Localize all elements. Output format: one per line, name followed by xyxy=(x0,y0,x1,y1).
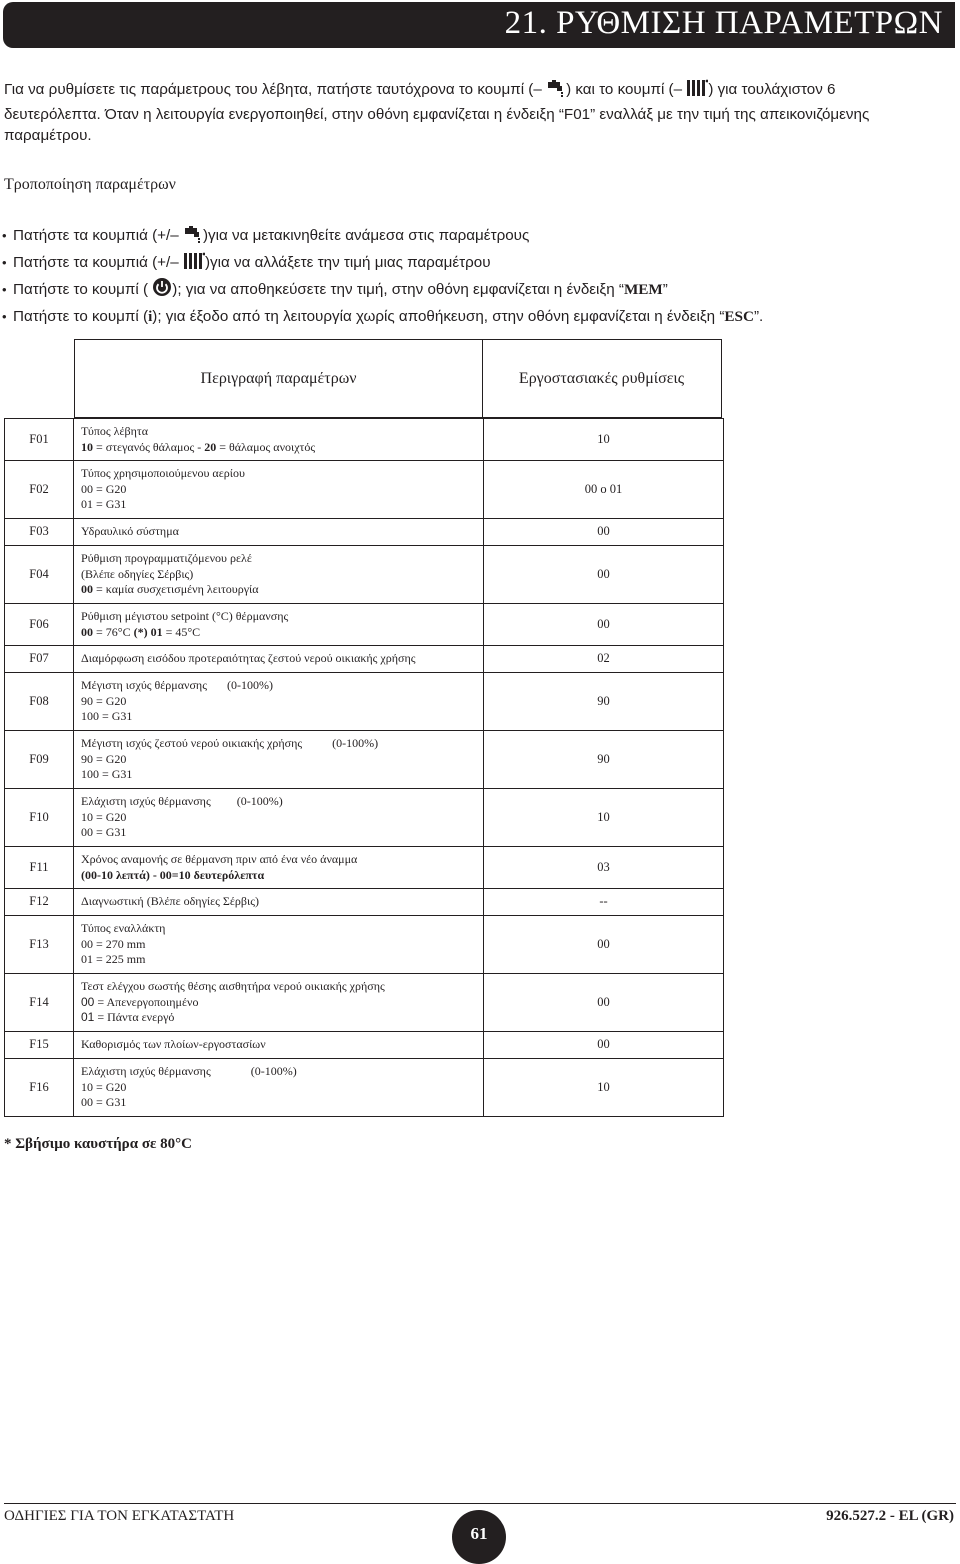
desc-line: 01 = 225 mm xyxy=(81,952,146,967)
desc-line: Χρόνος αναμονής σε θέρμανση πριν από ένα νέο άναμμα xyxy=(81,851,358,866)
desc-line: 01 = G31 xyxy=(81,497,127,512)
table-row xyxy=(5,646,724,673)
param-description: Υδραυλικό σύστημα xyxy=(74,519,484,546)
tap-icon xyxy=(183,226,203,251)
list-item xyxy=(2,224,952,251)
intro-text: Για να ρυθμίσετε τις παράμετρους του λέβητα, πατήστε ταυτόχρονα το κουμπί ( xyxy=(4,81,534,98)
header-bar xyxy=(3,2,955,48)
item-text-3: ”. xyxy=(753,307,764,325)
range-text: (0-100%) xyxy=(250,1063,297,1078)
desc-text: Ελάχιστη ισχύς θέρμανσης xyxy=(81,793,211,808)
item-text: Πατήστε το κουμπί ( xyxy=(13,307,149,325)
desc-line xyxy=(81,736,483,752)
option-code: 00 xyxy=(81,582,93,597)
desc-line: Τεστ ελέγχου σωστής θέσης αισθητήρα νερού οικιακής χρήσης xyxy=(81,978,385,993)
table-header xyxy=(74,339,723,418)
instruction-list xyxy=(2,224,952,328)
desc-line: Ρύθμιση μέγιστου setpoint (°C) θέρμανσης xyxy=(81,608,289,623)
radiator-icon xyxy=(686,79,708,104)
param-description xyxy=(74,916,484,974)
param-code: F03 xyxy=(5,519,74,546)
desc-text: Ελάχιστη ισχύς θέρμανσης xyxy=(81,1063,211,1078)
plus-minus-label: +/– xyxy=(157,253,179,271)
power-icon xyxy=(152,277,172,305)
param-description xyxy=(74,789,484,847)
desc-line: Ρύθμιση προγραμματιζόμενου ρελέ xyxy=(81,550,252,565)
item-text-2: )για να αλλάξετε την τιμή μιας παραμέτρου xyxy=(204,253,491,271)
factory-value: 00 xyxy=(484,1032,724,1059)
desc-line: 10 = G20 xyxy=(81,809,127,824)
table-row xyxy=(5,789,724,847)
table-row xyxy=(5,1032,724,1059)
factory-value: 00 xyxy=(484,974,724,1032)
plus-minus-label: +/– xyxy=(157,227,179,244)
table-row xyxy=(5,419,724,461)
intro-line-3: παραμέτρου. xyxy=(4,127,92,144)
desc-line: 00 = G31 xyxy=(81,1095,127,1110)
desc-line: Τύπος εναλλάκτη xyxy=(81,920,166,935)
param-code: F16 xyxy=(5,1059,74,1117)
factory-value: 00 xyxy=(484,916,724,974)
option-code: 20 xyxy=(204,439,217,454)
option-code: (*) 01 xyxy=(133,624,163,639)
section-title: Τροποποίηση παραμέτρων xyxy=(4,176,176,193)
desc-line: 00 = G31 xyxy=(81,825,127,840)
param-description xyxy=(74,546,484,604)
desc-line: 00 = 270 mm xyxy=(81,936,146,951)
desc-line: Τύπος χρησιμοποιούμενου αερίου xyxy=(81,465,245,480)
desc-text: Μέγιστη ισχύς ζεστού νερού οικιακής χρήσης xyxy=(81,735,303,750)
item-text: Πατήστε τα κουμπιά ( xyxy=(13,227,158,244)
param-code: F02 xyxy=(5,461,74,519)
table-row xyxy=(5,847,724,889)
factory-value: 00 xyxy=(484,546,724,604)
factory-value: 00 xyxy=(484,604,724,646)
desc-line: (Βλέπε οδηγίες Σέρβις) xyxy=(81,566,194,581)
desc-line: Τύπος λέβητα xyxy=(81,423,148,438)
param-code: F11 xyxy=(5,847,74,889)
item-text-2: )για να μετακινηθείτε ανάμεσα στις παραμέτρους xyxy=(202,227,530,244)
param-description xyxy=(74,1059,484,1117)
param-code: F07 xyxy=(5,646,74,673)
intro-line-2: δευτερόλεπτα. Όταν η λειτουργία ενεργοποιηθεί, στην οθόνη εμφανίζεται η ένδειξη “F01” εναλλάξ με την τιμή της απεικονιζόμενης xyxy=(4,105,870,123)
desc-line: 100 = G31 xyxy=(81,767,133,782)
table-row xyxy=(5,519,724,546)
footer-section-label: ΟΔΗΓΙΕΣ ΓΙΑ ΤΟΝ ΕΓΚΑΤΑΣΤΑΤΗ xyxy=(4,1508,235,1524)
option-code: 00 xyxy=(81,624,93,639)
desc-line xyxy=(81,440,483,456)
desc-line: 100 = G31 xyxy=(81,709,133,724)
desc-line xyxy=(81,1010,483,1026)
param-description xyxy=(74,604,484,646)
param-description: Διαγνωστική (Βλέπε οδηγίες Σέρβις) xyxy=(74,889,484,916)
table-row xyxy=(5,673,724,731)
option-text: = 76°C xyxy=(93,624,134,639)
list-item xyxy=(2,305,952,329)
param-description: Διαμόρφωση εισόδου προτεραιότητας ζεστού νερού οικιακής χρήσης xyxy=(74,646,484,673)
footer-divider xyxy=(4,1503,956,1504)
desc-line: 90 = G20 xyxy=(81,693,127,708)
factory-value: -- xyxy=(484,889,724,916)
table-row xyxy=(5,974,724,1032)
param-code: F01 xyxy=(5,419,74,461)
param-description xyxy=(74,847,484,889)
param-description: Καθορισμός των πλοίων-εργοστασίων xyxy=(74,1032,484,1059)
param-code: F14 xyxy=(5,974,74,1032)
page-number: 61 xyxy=(452,1510,506,1564)
option-text: = θάλαμος ανοιχτός xyxy=(216,439,316,454)
bullet-icon: • xyxy=(2,228,7,243)
desc-line: 00 = G20 xyxy=(81,481,127,496)
option-text: = Πάντα ενεργό xyxy=(94,1010,175,1025)
intro-text-2: ) και το κουμπί ( xyxy=(566,81,674,98)
range-text: (0-100%) xyxy=(236,793,283,808)
range-text: (0-100%) xyxy=(332,735,379,750)
item-text: Πατήστε το κουμπί ( xyxy=(13,281,149,298)
column-header-description: Περιγραφή παραμέτρων xyxy=(74,339,483,418)
param-code: F13 xyxy=(5,916,74,974)
param-code: F08 xyxy=(5,673,74,731)
intro-text-3: ) για τουλάχιστον 6 xyxy=(708,81,836,98)
table-row xyxy=(5,1059,724,1117)
option-code: 00 xyxy=(81,994,95,1009)
page-title: 21. ΡΥΘΜΙΣΗ ΠΑΡΑΜΕΤΡΩΝ xyxy=(504,5,943,41)
desc-line: 90 = G20 xyxy=(81,751,127,766)
param-code: F15 xyxy=(5,1032,74,1059)
factory-value: 90 xyxy=(484,673,724,731)
column-header-factory: Εργοστασιακές ρυθμίσεις xyxy=(482,339,722,418)
option-code: 10 xyxy=(81,439,93,454)
desc-line xyxy=(81,868,483,884)
footnote: * Σβήσιμο καυστήρα σε 80°C xyxy=(4,1136,192,1152)
item-text-2: ); για να αποθηκεύσετε την τιμή, στην οθόνη εμφανίζεται η ένδειξη “ xyxy=(172,281,624,298)
desc-text: Μέγιστη ισχύς θέρμανσης xyxy=(81,677,207,692)
param-description xyxy=(74,673,484,731)
factory-value: 00 xyxy=(484,519,724,546)
desc-line xyxy=(81,582,483,598)
param-code: F04 xyxy=(5,546,74,604)
desc-line xyxy=(81,794,483,810)
desc-line xyxy=(81,995,483,1011)
param-code: F10 xyxy=(5,789,74,847)
param-description xyxy=(74,461,484,519)
factory-value: 10 xyxy=(484,419,724,461)
desc-line xyxy=(81,678,483,694)
param-code: F12 xyxy=(5,889,74,916)
table-row xyxy=(5,546,724,604)
param-description xyxy=(74,974,484,1032)
intro-paragraph xyxy=(4,79,954,147)
item-text-2: ); για έξοδο από τη λειτουργία χωρίς αποθήκευση, στην οθόνη εμφανίζεται η ένδειξη “ xyxy=(152,307,725,325)
item-text: Πατήστε τα κουμπιά ( xyxy=(13,253,158,271)
range-text: (0-100%) xyxy=(226,677,273,692)
radiator-icon xyxy=(183,252,205,278)
option-text: = Απενεργοποιημένο xyxy=(94,994,199,1009)
option-code: (00-10 λεπτά) - 00=10 δευτερόλεπτα xyxy=(81,867,265,882)
bullet-icon: • xyxy=(2,282,7,297)
item-text-3: ” xyxy=(662,281,668,298)
bullet-icon: • xyxy=(2,308,7,324)
factory-value: 03 xyxy=(484,847,724,889)
intro-minus-2: – xyxy=(673,81,683,98)
option-text: = 45°C xyxy=(162,624,201,639)
factory-value: 00 o 01 xyxy=(484,461,724,519)
param-description xyxy=(74,731,484,789)
table-row xyxy=(5,731,724,789)
tap-icon xyxy=(546,80,566,104)
info-icon: i xyxy=(148,307,153,325)
bullet-icon: • xyxy=(2,254,7,270)
factory-value: 02 xyxy=(484,646,724,673)
table-row xyxy=(5,916,724,974)
table-row xyxy=(5,461,724,519)
factory-value: 10 xyxy=(484,789,724,847)
list-item xyxy=(2,251,952,278)
mem-label: MEM xyxy=(623,281,663,298)
desc-line xyxy=(81,1064,483,1080)
option-code: 01 xyxy=(81,1010,95,1025)
param-code: F09 xyxy=(5,731,74,789)
option-text: = καμία συσχετισμένη λειτουργία xyxy=(93,582,259,597)
desc-line: 10 = G20 xyxy=(81,1079,127,1094)
factory-value: 90 xyxy=(484,731,724,789)
desc-line xyxy=(81,625,483,641)
intro-minus: – xyxy=(533,81,542,98)
parameter-table xyxy=(4,418,724,1117)
table-row xyxy=(5,889,724,916)
param-description xyxy=(74,419,484,461)
list-item xyxy=(2,277,952,305)
param-code: F06 xyxy=(5,604,74,646)
esc-label: ESC xyxy=(724,307,754,325)
table-row xyxy=(5,604,724,646)
document-code: 926.527.2 - EL (GR) xyxy=(826,1508,954,1524)
factory-value: 10 xyxy=(484,1059,724,1117)
option-text: = στεγανός θάλαμος - xyxy=(93,439,205,454)
